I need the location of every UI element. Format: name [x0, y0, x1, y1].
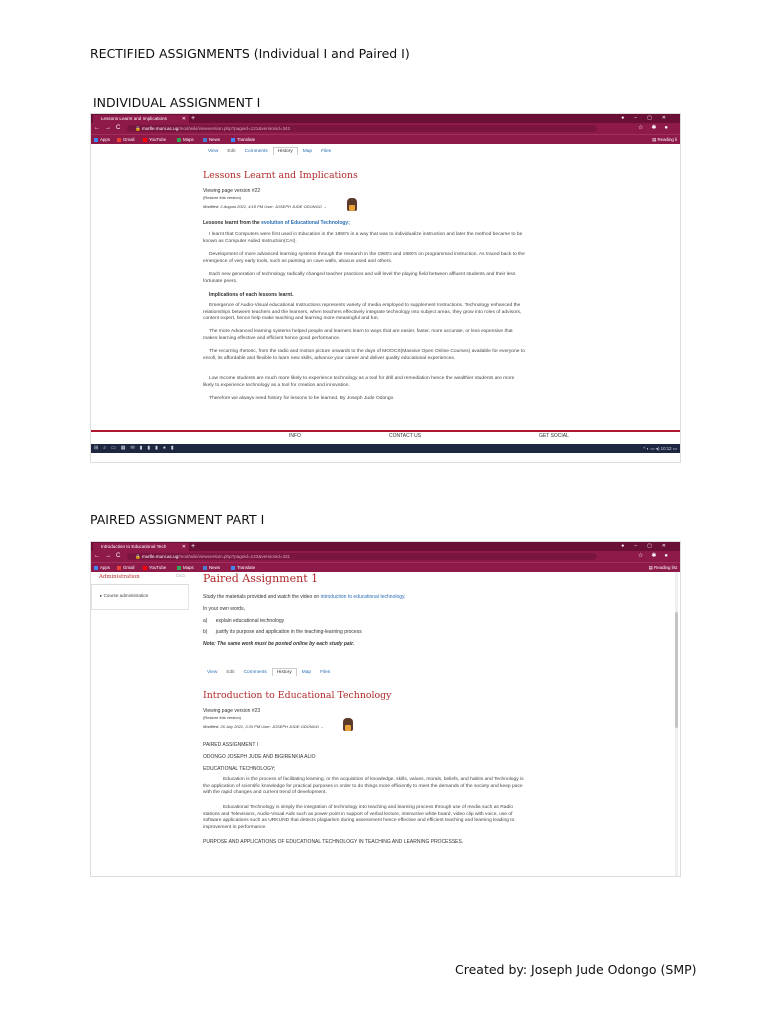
document-header: RECTIFIED ASSIGNMENTS (Individual I and Paired I) — [90, 46, 410, 61]
note: Note: The same work must be posted online by each study pair. — [203, 641, 355, 647]
restore-link[interactable]: (Restore this version) — [203, 715, 242, 720]
paragraph: Low Income students are much more likely to experience technology as a tool for drill and remediation hence the wealthier students are more likely to experience technology as a tool for creation and innovation. — [203, 376, 515, 388]
browser-tab[interactable] — [93, 115, 189, 123]
item-b: b) justify its purpose and application in the teaching-learning process — [203, 629, 362, 635]
window-controls[interactable]: ●–▢✕ — [621, 115, 676, 121]
collapse-icon[interactable]: ▭▭ — [175, 573, 185, 579]
bookmark-news[interactable]: News — [203, 563, 220, 572]
tab-history[interactable]: History — [272, 668, 297, 676]
tab-view[interactable]: View — [208, 149, 219, 154]
bookmark-gmail[interactable]: Gmail — [117, 135, 134, 144]
lessons-lead: Lessons learnt from the evolution of Educational Technology; — [203, 220, 350, 226]
wiki-tabs — [204, 147, 336, 155]
paragraph: Education is the process of facilitating learning, or the acquisition of knowledge, skills, values, morals, beliefs, and habits and Technology is the application of scientific knowledge for practical purposes in order to do things more efficiently to meet the demands of the society and keep pace with the rapid changes and current trend of development. — [203, 777, 524, 796]
version-label: Viewing page version #22 — [203, 188, 261, 194]
browser-actions[interactable]: ☆✱● — [637, 553, 676, 559]
scrollbar-thumb[interactable] — [675, 612, 678, 728]
modified-line: Modified: 26 July 2021, 3:33 PM User: JOSEPH JUDE ODONGO → — [203, 724, 324, 729]
close-icon[interactable]: ✕ — [181, 544, 186, 550]
window-controls[interactable]: ●–▢✕ — [621, 543, 676, 549]
address-bar-row — [91, 123, 680, 134]
browser-actions[interactable]: ☆✱● — [637, 125, 676, 131]
footer-link-info[interactable]: INFO — [289, 433, 301, 439]
lock-icon: 🔒 — [135, 126, 142, 131]
bookmark-apps[interactable]: Apps — [94, 135, 110, 144]
admin-sidebar — [91, 572, 189, 610]
nav-buttons[interactable]: ←→C — [94, 125, 126, 131]
bookmark-maps[interactable]: Maps — [177, 563, 194, 572]
footer-link-social[interactable]: GET SOCIAL — [539, 433, 569, 439]
bookmark-apps[interactable]: Apps — [94, 563, 110, 572]
url-host: murlle.muni.ac.ug — [142, 126, 179, 131]
bookmark-news[interactable]: News — [203, 135, 220, 144]
tab-files[interactable]: Files — [320, 670, 331, 675]
tab-comments[interactable]: Comments — [244, 149, 268, 154]
paragraph: Emergence of Audio-Visual educational Instructions represents variety of media employed to supplement Instructions. Technology enhanced the relationships between teachers and the learners, when teachers effectively integrate technology into subject areas, they grow into roles of advisors, content expert, hence help make teaching and learning more meaningful and fun. — [203, 303, 522, 322]
text-line: EDUCATIONAL TECHNOLOGY; — [203, 766, 276, 772]
lock-icon: 🔒 — [135, 554, 142, 559]
bookmark-youtube[interactable]: YouTube — [143, 563, 166, 572]
plus-icon[interactable]: + — [191, 543, 196, 550]
tab-history[interactable]: History — [273, 147, 298, 155]
url-path: /mod/wiki/viewversion.php?pageid=121&versionid=342 — [178, 126, 291, 131]
assignment-title: Paired Assignment 1 — [203, 572, 319, 585]
modified-line: Modified: 2 August 2021, 4:18 PM User: JOSEPH JUDE ODONGO → — [203, 204, 327, 209]
version-label: Viewing page version #23 — [203, 708, 261, 714]
paragraph: Therefore we always need history for lessons to be learned. By Joseph Jude Odongo — [209, 396, 394, 401]
paragraph: I learnt that Computers were first used in Education in the 1960's in a way that was to individualize instruction and later the method became to be known as Computer Aided Instruction(CAI). — [203, 232, 523, 244]
reading-list[interactable]: ▤ Reading list — [648, 565, 677, 570]
bookmark-translate[interactable]: Translate — [231, 135, 255, 144]
tab-map[interactable]: Map — [301, 670, 312, 675]
avatar — [347, 198, 357, 211]
tab-map[interactable]: Map — [302, 149, 313, 154]
browser-tab[interactable] — [93, 543, 189, 551]
nav-buttons[interactable]: ←→C — [94, 553, 126, 559]
site-footer — [91, 430, 680, 440]
bookmarks-bar — [91, 562, 680, 572]
tab-title: Lessons Learnt and Implications — [101, 116, 167, 121]
system-tray: ^ ◐ ▭ ◂) 10:12 ▭ — [643, 446, 677, 451]
section-title-individual: INDIVIDUAL ASSIGNMENT I — [93, 95, 261, 110]
bookmark-translate[interactable]: Translate — [231, 563, 255, 572]
text-line: ODONGO JOSEPH JUDE AND BIGIRENKIA ALIO — [203, 754, 316, 760]
screenshot-paired — [90, 541, 681, 877]
paragraph: The recurring rhetoric, from the radio and motion picture onwards to the days of MOOCS(Massive Open Online Courses) available for everyone to enroll, its affordable and flexible to learn new skills, advance your career and deliver quality educational experiences. — [203, 349, 525, 361]
footer-link-contact[interactable]: CONTACT US — [389, 433, 422, 439]
avatar — [343, 718, 353, 731]
url-path: /mod/wiki/viewversion.php?pageid=123&versionid=331 — [178, 554, 291, 559]
taskbar-icons[interactable]: ⊞⌕▭▦✉▮▮▮●▮ — [94, 445, 179, 451]
section-title-paired: PAIRED ASSIGNMENT PART I — [90, 512, 265, 527]
windows-taskbar — [91, 444, 680, 453]
page-title: Lessons Learnt and Implications — [203, 170, 358, 181]
browser-tab-bar — [91, 542, 680, 551]
sidebar-heading: Administration ▭▭ — [91, 572, 189, 585]
tab-title: Introduction to Educational Tech — [101, 544, 167, 549]
evolution-link[interactable]: evolution of Educational Technology; — [261, 220, 350, 226]
tab-edit[interactable]: Edit — [227, 149, 236, 154]
address-bar-row — [91, 551, 680, 562]
tab-edit[interactable]: Edit — [226, 670, 235, 675]
bookmark-gmail[interactable]: Gmail — [117, 563, 134, 572]
implications-heading: Implications of each lessons learnt. — [209, 292, 294, 298]
paragraph: The more Advanced learning systems helped people and learners learn to ways that are easier, faster, more accurate, or less expensive that makes learning effective and efficient hence good performance. — [203, 329, 513, 341]
own-words: In your own words, — [203, 606, 245, 612]
bookmark-youtube[interactable]: YouTube — [143, 135, 166, 144]
tab-comments[interactable]: Comments — [243, 670, 267, 675]
wiki-tabs — [203, 668, 335, 676]
text-line: PAIRED ASSIGNMENT I — [203, 742, 259, 748]
browser-tab-bar — [91, 114, 680, 123]
plus-icon[interactable]: + — [191, 115, 196, 122]
course-administration-item[interactable]: ▸ Course administration — [91, 585, 189, 610]
instruction: Study the materials provided and watch the video on introduction to educational technology. — [203, 594, 406, 600]
document-footer: Created by: Joseph Jude Odongo (SMP) — [455, 962, 697, 977]
address-bar[interactable] — [127, 125, 597, 132]
tab-files[interactable]: Files — [321, 149, 332, 154]
page-title: Introduction to Educational Technology — [203, 690, 392, 701]
paragraph: Development of more advanced learning systems through the research in the 1960's and 1980's on programmed instruction. As traced back to the emergence of very early tools, such as painting on cave walls, abacus used and others. — [203, 252, 525, 264]
bookmark-maps[interactable]: Maps — [177, 135, 194, 144]
screenshot-individual — [90, 113, 681, 463]
close-icon[interactable]: ✕ — [181, 116, 186, 122]
paragraph: Each new generation of technology radically changed teacher practices and will level the playing field between affluent students and their less fortunate peers. — [203, 272, 516, 284]
tab-view[interactable]: View — [207, 670, 218, 675]
text-line: PURPOSE AND APPLICATIONS OF EDUCATIONAL TECHNOLOGY IN TEACHING AND LEARNING PROCESSES. — [203, 839, 464, 845]
reading-list[interactable]: ▤ Reading li — [652, 137, 677, 142]
assignment-page — [91, 572, 680, 877]
restore-link[interactable]: (Restore this version) — [203, 195, 242, 200]
wiki-page — [91, 144, 680, 453]
paragraph: Educational Technology is simply the integration of technology into teaching and learning process through use of media such as Radio stations and Televisions, Audio-Visual Aids such as power point in support of verbal lecture, interactive white board, video clip with voice, use of software applications such as URKUND that detects plagiarism during assessment hence effective and efficient teaching and learning leading to improvement in performance. — [203, 805, 515, 830]
url-host: murlle.muni.ac.ug — [142, 554, 179, 559]
address-bar[interactable] — [127, 553, 597, 560]
item-a: a) explain educational technology — [203, 618, 285, 624]
intro-video-link[interactable]: introduction to educational technology. — [320, 594, 406, 600]
bookmarks-bar — [91, 134, 680, 144]
